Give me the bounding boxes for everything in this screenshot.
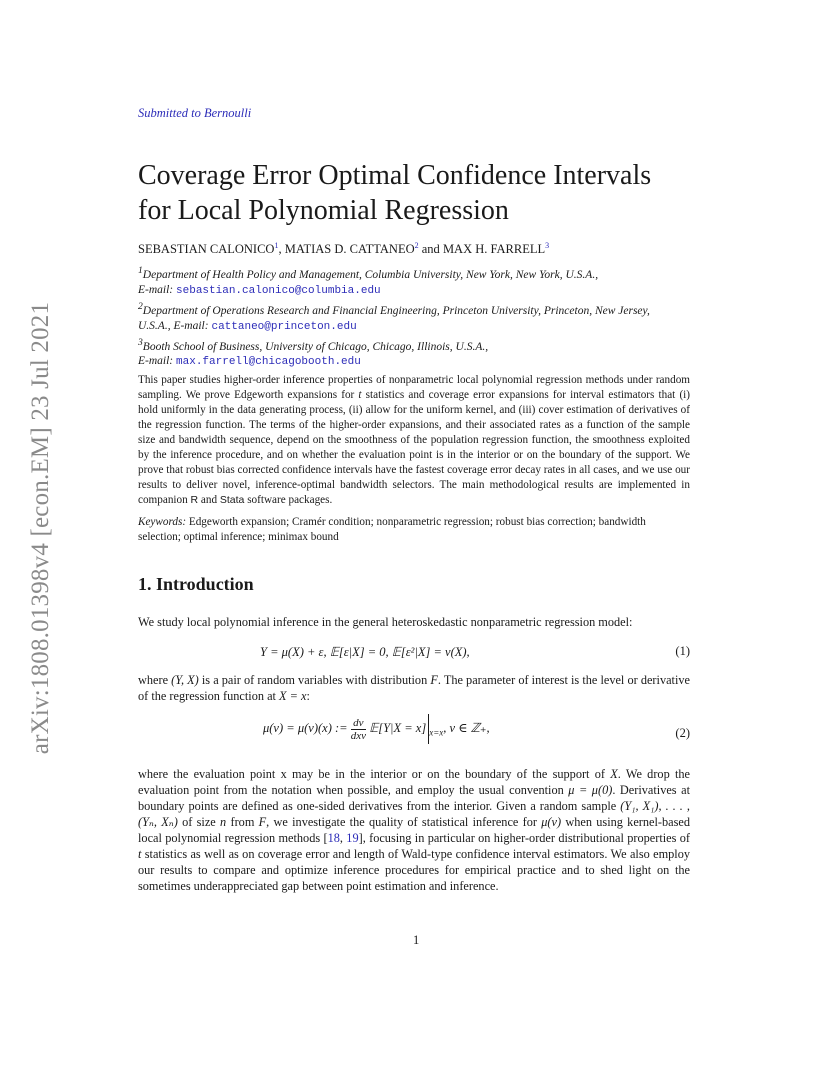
- affiliation-3: [138, 335, 698, 371]
- section-number: 1.: [138, 574, 152, 594]
- intro-paragraph-2: [138, 672, 690, 704]
- affiliation-2-marker: 2: [138, 300, 143, 312]
- equation-1: [260, 644, 470, 660]
- equation-2-lhs: μ(ν) = μ(ν)(x) :=: [263, 720, 348, 735]
- author-1-affil-link[interactable]: 1: [274, 241, 279, 250]
- affiliation-2: [138, 299, 698, 335]
- paper-title: [138, 158, 698, 228]
- equation-1-body: Y = μ(X) + ε, 𝔼[ε|X] = 0, 𝔼[ε²|X] = v(X),: [260, 645, 470, 659]
- math: X: [610, 767, 618, 781]
- author-3: MAX H. FARRELL: [442, 242, 546, 256]
- math: n: [220, 815, 227, 829]
- math: (Y, X): [171, 673, 199, 687]
- author-list: [138, 241, 549, 257]
- email-link-2[interactable]: cattaneo@princeton.edu: [211, 320, 357, 333]
- equation-2-tail: , ν ∈ ℤ₊,: [443, 720, 490, 735]
- software-r: R: [190, 494, 199, 506]
- abstract-text: statistics and coverage error expansions for interval estimators that (i) hold uniformly in the data generating process, (ii) allow for the uniform kernel, and (iii) cover estimation of derivatives of the regression function. The terms of the higher-order expansions, and their associated rates as a function of the sample size and bandwidth sequence, depend on the smoothness of the population regression function, the smoothness exploited by the inference procedure, and on whether the evaluation point is in the interior or on the boundary of the support. We prove that robust bias corrected confidence intervals have the fastest coverage error decay rates in all cases, and we use our results to deliver novel, inference-optimal bandwidth selectors. The main methodological results are implemented in companion: [138, 389, 690, 506]
- equation-2-rhs: 𝔼[Y|X = x]: [369, 720, 427, 735]
- affiliations: [138, 263, 698, 370]
- author-separator: ,: [278, 242, 285, 256]
- software-stata: Stata: [219, 494, 245, 506]
- fraction-denominator: dxν: [350, 729, 366, 742]
- abstract: [138, 373, 690, 508]
- section-heading-introduction: [138, 574, 254, 595]
- affiliation-2-text: Department of Operations Research and Financial Engineering, Princeton University, Princeton, New Jersey,: [142, 304, 650, 317]
- arxiv-id: arXiv:1808.01398v4 [econ.EM] 23 Jul 2021: [27, 301, 54, 755]
- text: from: [226, 815, 259, 829]
- equation-1-number: (1): [675, 644, 690, 658]
- keywords-text: Edgeworth expansion; Cramér condition; nonparametric regression; robust bias correction; bandwidth selection; optimal inference; minimax bound: [138, 516, 646, 543]
- text: is a pair of random variables with distribution: [198, 673, 431, 687]
- affiliation-1-text: Department of Health Policy and Management, Columbia University, New York, New York, U.S.A.,: [142, 268, 599, 281]
- author-3-affil-link[interactable]: 3: [545, 241, 550, 250]
- math-t: t: [358, 389, 362, 401]
- text: where the evaluation point x may be in the interior or on the boundary of the support of: [138, 767, 611, 781]
- email-link-1[interactable]: sebastian.calonico@columbia.edu: [176, 284, 381, 297]
- math: F: [430, 673, 438, 687]
- text: of size: [177, 815, 221, 829]
- affiliation-3-text: Booth School of Business, University of Chicago, Chicago, Illinois, U.S.A.,: [142, 340, 489, 353]
- citation-link-18[interactable]: 18: [327, 831, 340, 845]
- text: . The parameter of interest is the level or derivative of the regression function at: [138, 673, 690, 703]
- title-line-1: Coverage Error Optimal Confidence Intervals: [138, 160, 652, 191]
- keywords-label: Keywords:: [138, 516, 187, 528]
- text: . Derivatives at boundary points are defined as one-sided derivatives from the interior. Given a random sample: [138, 783, 690, 813]
- citation-link-19[interactable]: 19: [346, 831, 359, 845]
- text: ], focusing in particular on higher-order distributional properties of: [358, 831, 690, 845]
- equation-2-number: (2): [675, 726, 690, 740]
- intro-paragraph-3: [138, 766, 690, 894]
- email-link-3[interactable]: max.farrell@chicagobooth.edu: [176, 356, 361, 369]
- fraction-numerator: dν: [351, 717, 366, 730]
- math: t: [138, 847, 142, 861]
- math: μ(ν): [541, 815, 562, 829]
- author-separator: and: [418, 242, 443, 256]
- math: F: [258, 815, 267, 829]
- author-2: MATIAS D. CATTANEO: [284, 242, 415, 256]
- section-title: Introduction: [156, 574, 254, 594]
- affiliation-3-marker: 3: [138, 336, 143, 348]
- abstract-text: and: [198, 494, 220, 506]
- text: when using kernel-based local polynomial regression methods [: [138, 815, 690, 845]
- email-label: E-mail:: [138, 283, 177, 296]
- affiliation-1: [138, 263, 698, 299]
- affiliation-2-text-cont: U.S.A., E-mail:: [138, 319, 212, 332]
- intro-paragraph-1: We study local polynomial inference in the general heteroskedastic nonparametric regression model:: [138, 615, 633, 629]
- affiliation-1-marker: 1: [138, 265, 143, 276]
- keywords: [138, 515, 690, 545]
- author-2-affil-link[interactable]: 2: [414, 241, 419, 250]
- abstract-text: software packages.: [244, 494, 333, 506]
- text: :: [306, 689, 310, 703]
- math: μ = μ(0): [568, 783, 613, 797]
- text: , we investigate the quality of statistical inference for: [266, 815, 542, 829]
- page-number: 1: [413, 933, 420, 947]
- title-line-2: for Local Polynomial Regression: [138, 195, 509, 226]
- arxiv-sidebar-stamp: [24, 278, 58, 778]
- text: statistics as well as on coverage error and length of Wald-type confidence interval estimators. We also employ our results to compare and optimize inference procedures for empirical practice and to shed light on the sometimes underappreciated gap between point estimation and inference.: [138, 847, 690, 893]
- author-1: SEBASTIAN CALONICO: [138, 242, 275, 256]
- submitted-to-link[interactable]: Submitted to Bernoulli: [138, 106, 252, 120]
- text: where: [138, 673, 172, 687]
- derivative-fraction: [351, 717, 366, 742]
- text: . We drop the evaluation point from the notation when possible, and employ the usual convention: [138, 767, 691, 797]
- equation-2: [263, 714, 490, 744]
- text: ,: [339, 831, 347, 845]
- email-label: E-mail:: [138, 355, 177, 368]
- abstract-text: This paper studies higher-order inference properties of nonparametric local polynomial regression methods under random sampling. We prove Edgeworth expansions for: [138, 374, 690, 401]
- math: X = x: [279, 689, 307, 703]
- evaluation-subscript: x=x: [429, 727, 444, 738]
- math: (Y₁, X₁), . . . , (Yₙ, Xₙ): [138, 799, 690, 829]
